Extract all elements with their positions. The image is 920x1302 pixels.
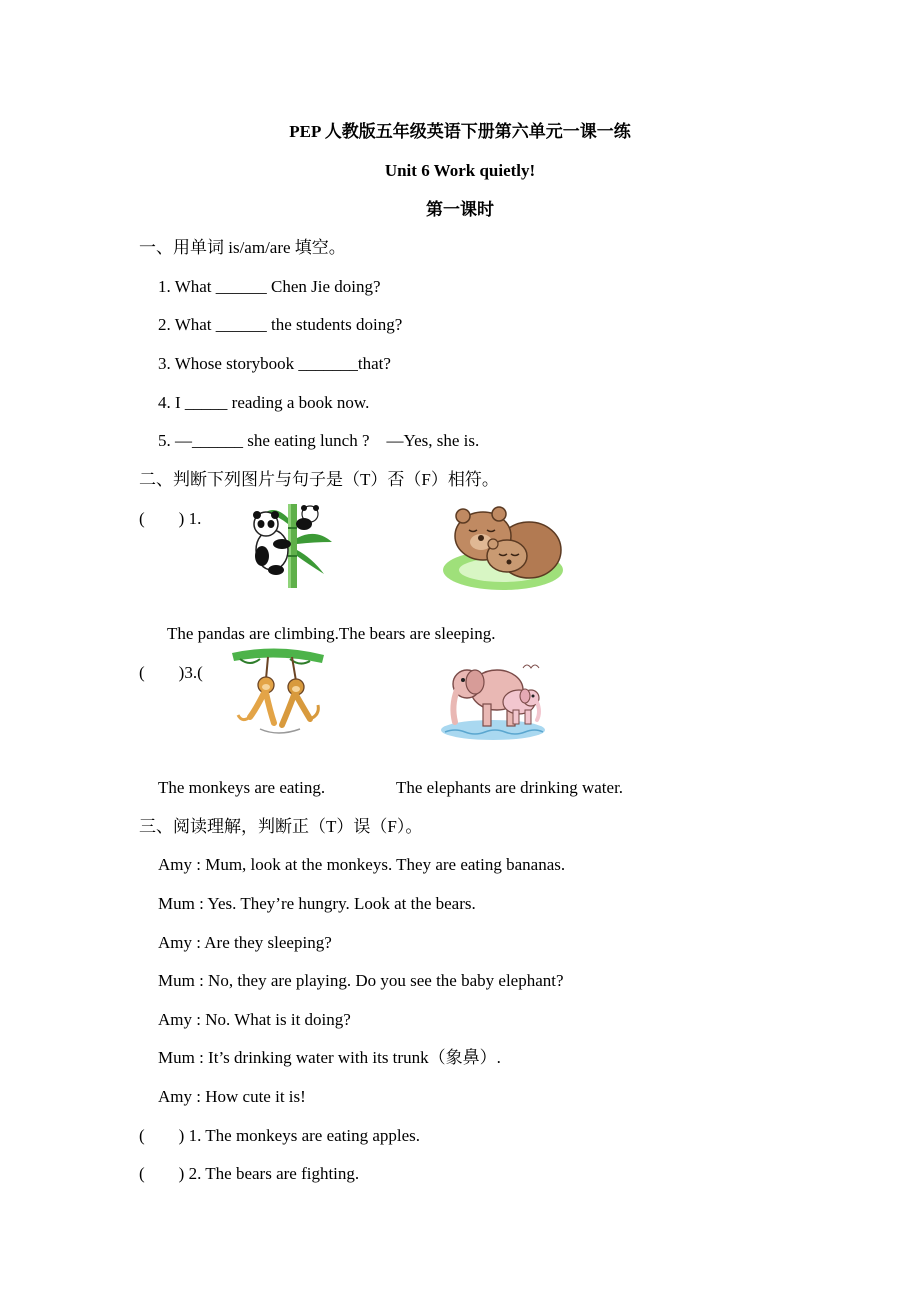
picture-question-2-sentence-a: The monkeys are eating. <box>158 778 326 797</box>
section2-heading: 二、判断下列图片与句子是（T）否（F）相符。 <box>139 470 499 489</box>
picture-question-1-sentence: The pandas are climbing.The bears are sleeping. <box>167 624 496 643</box>
page-title: PEP 人教版五年级英语下册第六单元一课一练 <box>289 122 631 141</box>
fill-question-2: 2. What ______ the students doing? <box>158 315 403 334</box>
picture-question-2-sentence-b: The elephants are drinking water. <box>396 778 624 797</box>
unit-subtitle: Unit 6 Work quietly! <box>384 161 536 180</box>
reading-question-1: ( ) 1. The monkeys are eating apples. <box>139 1126 421 1145</box>
lesson-label: 第一课时 <box>426 200 494 219</box>
fill-question-5: 5. —______ she eating lunch ? —Yes, she is. <box>158 431 480 450</box>
dialogue-line: Amy : How cute it is! <box>158 1087 306 1106</box>
monkeys-swinging-image <box>230 645 326 737</box>
dialogue-line: Amy : Mum, look at the monkeys. They are eating bananas. <box>158 855 566 874</box>
dialogue-line: Mum : Yes. They’re hungry. Look at the bears. <box>158 894 476 913</box>
dialogue-line: Mum : No, they are playing. Do you see the baby elephant? <box>158 971 564 990</box>
fill-question-4: 4. I _____ reading a book now. <box>158 393 370 412</box>
panda-climbing-image <box>236 498 340 590</box>
elephants-drinking-image <box>441 656 545 742</box>
section1-heading: 一、用单词 is/am/are 填空。 <box>139 238 346 257</box>
dialogue-line: Amy : No. What is it doing? <box>158 1010 351 1029</box>
picture-question-1-label: ( ) 1. <box>139 509 202 528</box>
dialogue-line: Mum : It’s drinking water with its trunk（象鼻）. <box>158 1048 501 1067</box>
sleeping-bears-image <box>441 500 565 592</box>
fill-question-3: 3. Whose storybook _______that? <box>158 354 391 373</box>
fill-question-1: 1. What ______ Chen Jie doing? <box>158 277 381 296</box>
dialogue-line: Amy : Are they sleeping? <box>158 933 332 952</box>
section3-heading: 三、阅读理解，判断正（T）误（F）。 <box>139 817 423 836</box>
reading-question-2: ( ) 2. The bears are fighting. <box>139 1164 360 1183</box>
picture-question-2-label: ( )3.( <box>139 663 203 682</box>
